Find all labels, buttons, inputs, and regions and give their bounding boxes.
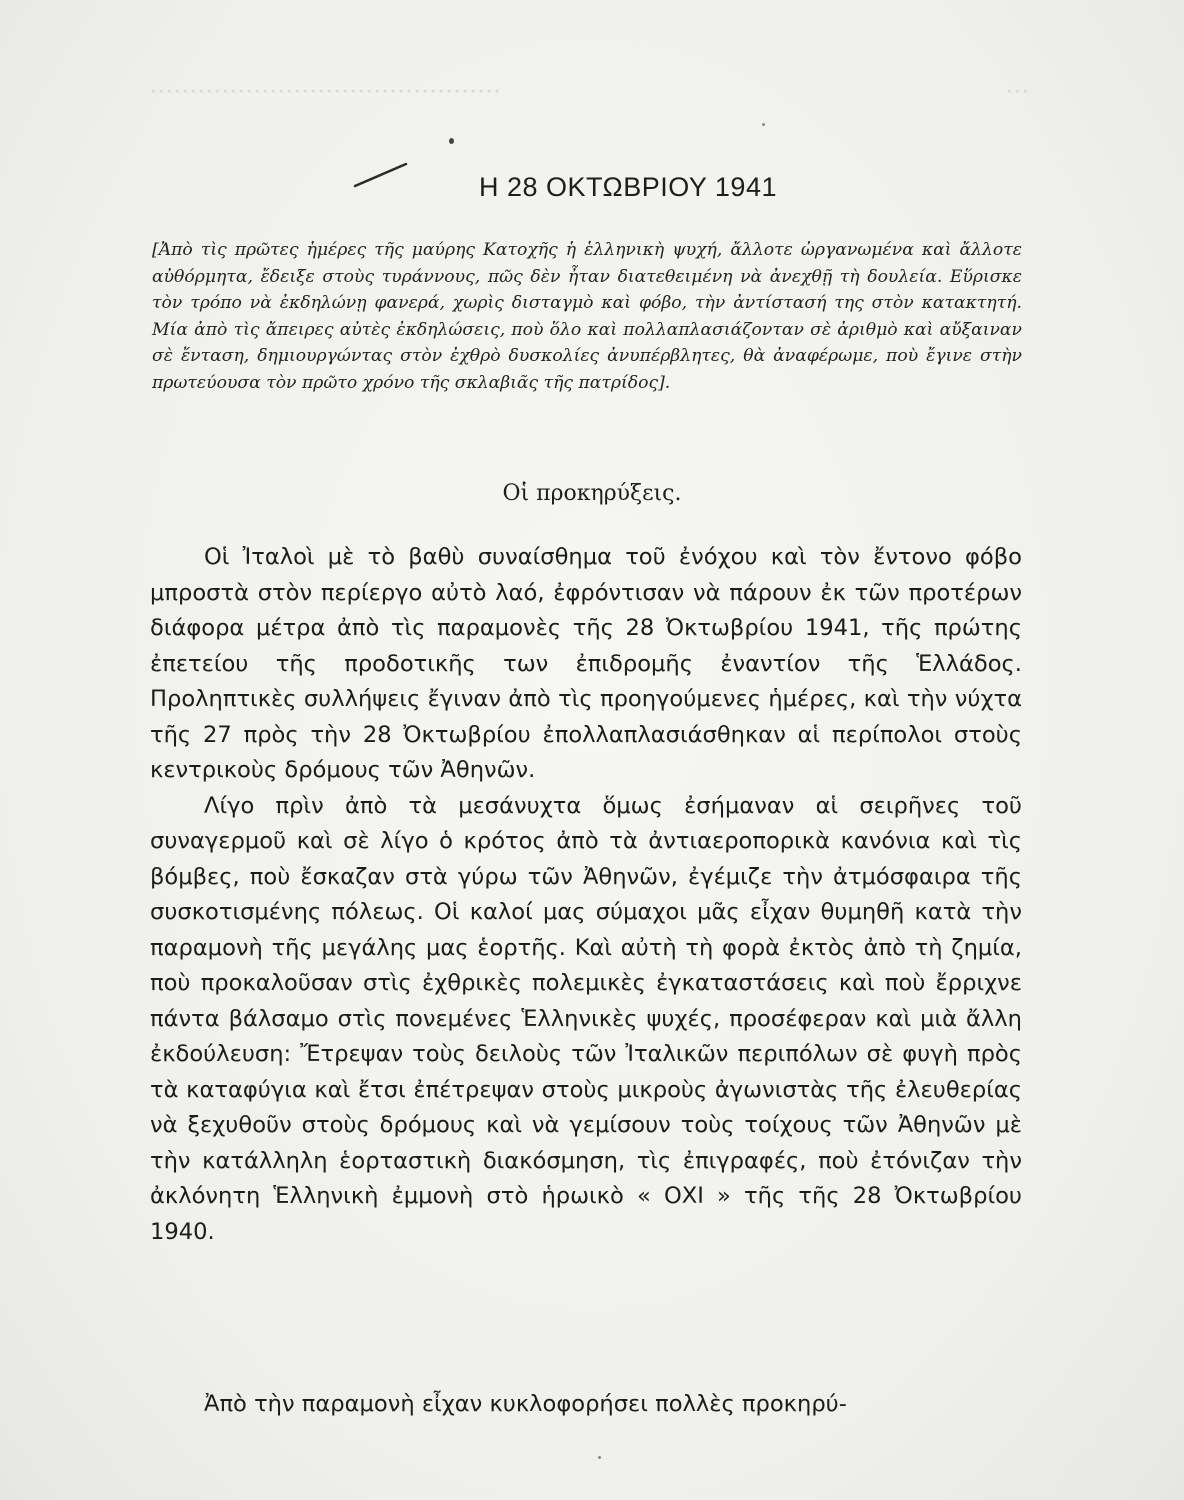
page-title-text: Η 28 ΟΚΤΩΒΡΙΟΥ 1941 xyxy=(479,172,777,202)
body-paragraph: Λίγο πρὶν ἀπὸ τὰ μεσάνυχτα ὅμως ἐσήμαναν αἱ σειρῆνες τοῦ συναγερμοῦ καὶ σὲ λίγο ὁ κρότος ἀπὸ τὰ ἀντιαεροπορικὰ κανόνια καὶ τὶς βόμβες, ποὺ ἔσκαζαν στὰ γύρω τῶν Ἀθηνῶν, ἐγέμιζε τὴν ἀτμόσφαιρα τῆς συσκοτισμένης πόλεως. Οἱ καλοί μας σύμαχοι μᾶς εἶχαν θυμηθῆ κατὰ τὴν παραμονὴ τῆς μεγάλης μας ἑορτῆς. Καὶ αὐτὴ τὴ φορὰ ἐκτὸς ἀπὸ τὴ ζημία, ποὺ προκαλοῦσαν στὶς ἐχθρικὲς πολεμικὲς ἐγκαταστάσεις καὶ ποὺ ἔρριχνε πάντα βάλσαμο στὶς πονεμένες Ἑλληνικὲς ψυχές, προσέφεραν καὶ μιὰ ἄλλη ἐκδούλευση: Ἔτρεψαν τοὺς δειλοὺς τῶν Ἰταλικῶν περιπόλων σὲ φυγὴ πρὸς τὰ καταφύγια καὶ ἔτσι ἐπέτρεψαν στοὺς μικροὺς ἀγωνιστὰς τῆς ἐλευθερίας νὰ ξεχυθοῦν στοὺς δρόμους καὶ νὰ γεμίσουν τοὺς τοίχους τῶν Ἀθηνῶν μὲ τὴν κατάλληλη ἑορταστικὴ διακόσμηση, τὶς ἐπιγραφές, ποὺ ἐτόνιζαν τὴν ἀκλόνητη Ἑλληνικὴ ἐμμονὴ στὸ ἡρωικὸ « ΟΧΙ » τῆς τῆς 28 Ὀκτωβρίου 1940. xyxy=(150,792,1022,1245)
page-title xyxy=(0,172,1184,203)
intro-paragraph: [Ἀπὸ τὶς πρῶτες ἡμέρες τῆς μαύρης Κατοχῆς ἡ ἑλληνικὴ ψυχή, ἄλλοτε ὠργανωμένα καὶ ἄλλοτε αὐθόρμητα, ἔδειξε στοὺς τυράννους, πῶς δὲν ἦταν διατεθειμένη νὰ ἀνεχθῇ τὴ δουλεία. Εὕρισκε τὸν τρόπο νὰ ἐκδηλώνῃ φανερά, χωρὶς δισταγμὸ καὶ φόβο, τὴν ἀντίστασή της στὸν κατακτητή. Μία ἀπὸ τὶς ἄπειρες αὐτὲς ἐκδηλώσεις, ποὺ ὅλο καὶ πολλαπλασιάζονταν σὲ ἀριθμὸ καὶ αὔξαιναν σὲ ἔνταση, δημιουργώντας στὸν ἐχθρὸ δυσκολίες ἀνυπέρβλητες, θὰ ἀναφέρωμε, ποὺ ἔγινε στὴν πρωτεύουσα τὸν πρῶτο χρόνο τῆς σκλαβιᾶς τῆς πατρίδος]. xyxy=(152,240,1022,393)
bleed-through-header: ············································ ··· xyxy=(150,80,1030,105)
dust-speck xyxy=(598,1456,601,1459)
section-heading: Οἱ προκηρύξεις. xyxy=(502,481,682,506)
ink-dot xyxy=(449,138,454,144)
body-paragraph: Οἱ Ἰταλοὶ μὲ τὸ βαθὺ συναίσθημα τοῦ ἐνόχου καὶ τὸν ἔντονο φόβο μπροστὰ στὸν περίεργο αὐτὸ λαό, ἐφρόντισαν νὰ πάρουν ἐκ τῶν προτέρων διάφορα μέτρα ἀπὸ τὶς παραμονὲς τῆς 28 Ὀκτωβρίου 1941, τῆς πρώτης ἐπετείου τῆς προδοτικῆς των ἐπιδρομῆς ἐναντίον τῆς Ἑλλάδος. Προληπτικὲς συλλήψεις ἔγιναν ἀπὸ τὶς προηγούμενες ἡμέρες, καὶ τὴν νύχτα τῆς 27 πρὸς τὴν 28 Ὀκτωβρίου ἐπολλαπλασιάσθηκαν αἱ περίπολοι στοὺς κεντρικοὺς δρόμους τῶν Ἀθηνῶν. xyxy=(150,544,1022,783)
body-text xyxy=(150,540,1022,1250)
body-paragraph-continued: Ἀπὸ τὴν παραμονὴ εἶχαν κυκλοφορήσει πολλὲς προκηρύ- xyxy=(204,1391,847,1417)
dust-speck xyxy=(762,123,765,126)
